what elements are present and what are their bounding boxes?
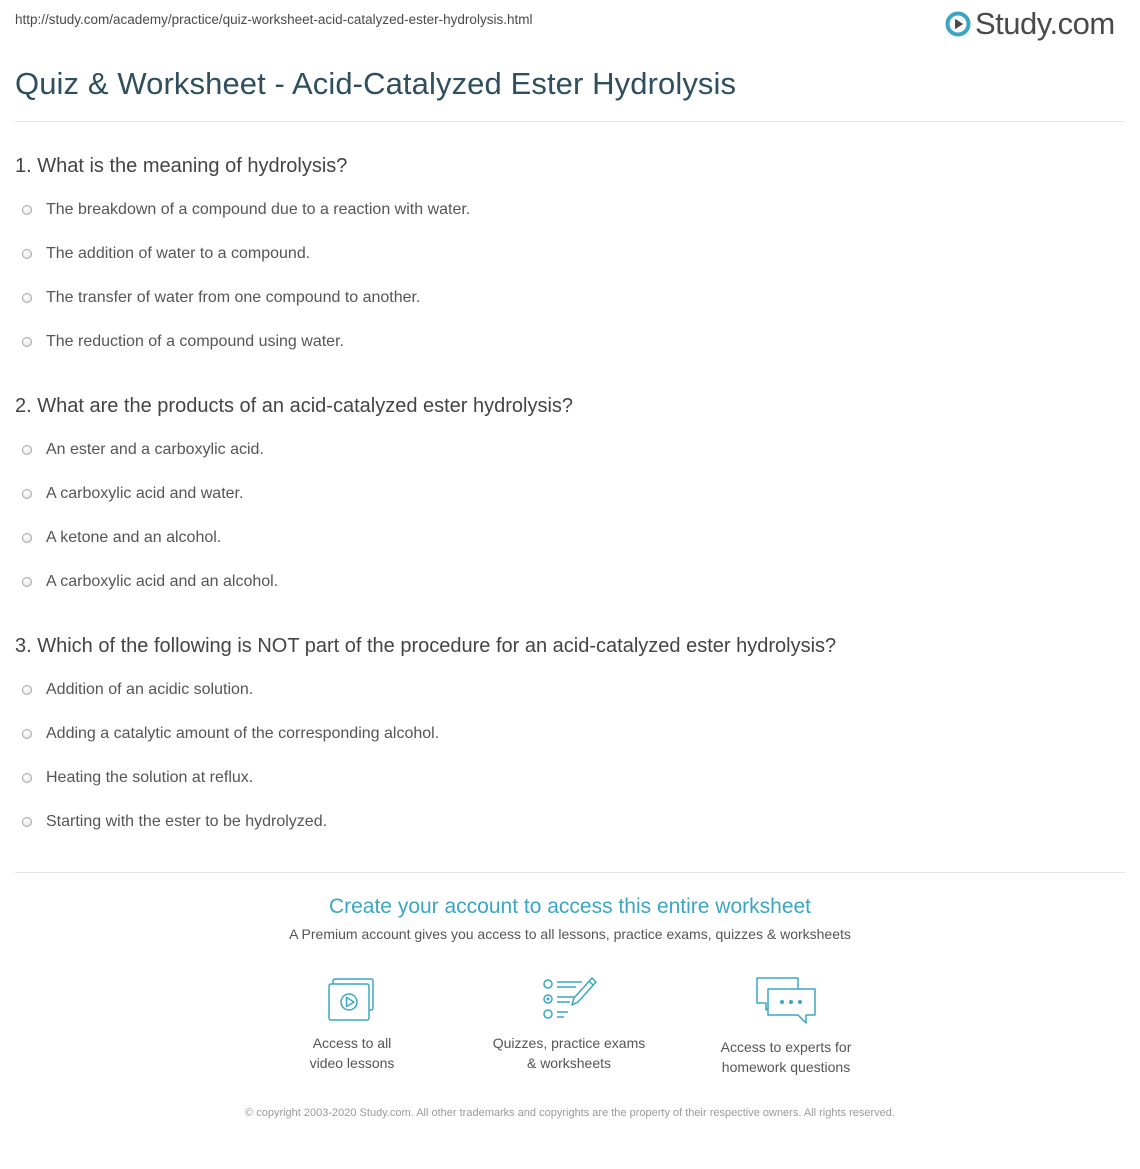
- page-title: Quiz & Worksheet - Acid-Catalyzed Ester Hydrolysis: [15, 66, 737, 101]
- radio-button[interactable]: [22, 293, 32, 303]
- option-label: Addition of an acidic solution.: [46, 681, 254, 698]
- option-label: The transfer of water from one compound to another.: [46, 289, 421, 306]
- feature-label-line: Access to experts for: [720, 1039, 852, 1055]
- question-1-option-2[interactable]: [22, 243, 310, 265]
- radio-button[interactable]: [22, 817, 32, 827]
- feature-label: [686, 1037, 886, 1077]
- feature-label-line: homework questions: [721, 1059, 851, 1075]
- feature-label: [469, 1033, 669, 1073]
- feature-label-line: Quizzes, practice exams: [492, 1035, 646, 1051]
- option-label: The breakdown of a compound due to a reaction with water.: [46, 201, 471, 218]
- question-1-option-3[interactable]: [22, 287, 420, 309]
- radio-button[interactable]: [22, 685, 32, 695]
- play-circle-icon: [945, 11, 971, 37]
- radio-button[interactable]: [22, 445, 32, 455]
- logo-text: Study.com: [975, 6, 1115, 41]
- option-label: A ketone and an alcohol.: [46, 529, 222, 546]
- quiz-checklist-icon: [540, 975, 598, 1023]
- question-3-option-3[interactable]: [22, 767, 253, 789]
- option-label: The addition of water to a compound.: [46, 245, 311, 262]
- radio-button[interactable]: [22, 489, 32, 499]
- question-1: 1. What is the meaning of hydrolysis?: [15, 155, 348, 177]
- question-2-option-3[interactable]: [22, 527, 221, 549]
- feature-video-lessons: [252, 975, 452, 1073]
- copyright-notice: © copyright 2003-2020 Study.com. All other trademarks and copyrights are the property of their respective owners. All rights reserved.: [245, 1107, 895, 1119]
- radio-button[interactable]: [22, 205, 32, 215]
- premium-description: A Premium account gives you access to all lessons, practice exams, quizzes & worksheets: [289, 926, 851, 942]
- option-label: The reduction of a compound using water.: [46, 333, 344, 350]
- feature-label-line: Access to all: [312, 1035, 392, 1051]
- option-label: Adding a catalytic amount of the corresponding alcohol.: [46, 725, 440, 742]
- question-2: 2. What are the products of an acid-catalyzed ester hydrolysis?: [15, 395, 574, 417]
- question-3-option-2[interactable]: [22, 723, 439, 745]
- study-logo[interactable]: [945, 6, 1115, 42]
- feature-experts: [686, 975, 886, 1077]
- option-label: Heating the solution at reflux.: [46, 769, 254, 786]
- radio-button[interactable]: [22, 577, 32, 587]
- header-divider: [15, 121, 1125, 122]
- question-3-option-1[interactable]: [22, 679, 253, 701]
- radio-button[interactable]: [22, 533, 32, 543]
- feature-quizzes: [469, 975, 669, 1073]
- radio-button[interactable]: [22, 337, 32, 347]
- option-label: Starting with the ester to be hydrolyzed.: [46, 813, 328, 830]
- create-account-link[interactable]: Create your account to access this entire worksheet: [328, 895, 812, 918]
- question-1-option-1[interactable]: [22, 199, 470, 221]
- question-1-option-4[interactable]: [22, 331, 344, 353]
- question-3-option-4[interactable]: [22, 811, 327, 833]
- question-3: 3. Which of the following is NOT part of the procedure for an acid-catalyzed ester hydrolysis?: [15, 635, 837, 657]
- option-label: A carboxylic acid and water.: [46, 485, 244, 502]
- video-lessons-icon: [326, 975, 378, 1023]
- page-url: http://study.com/academy/practice/quiz-worksheet-acid-catalyzed-ester-hydrolysis.html: [15, 12, 533, 27]
- question-2-option-2[interactable]: [22, 483, 243, 505]
- option-label: A carboxylic acid and an alcohol.: [46, 573, 279, 590]
- option-label: An ester and a carboxylic acid.: [46, 441, 264, 458]
- feature-label-line: & worksheets: [526, 1055, 612, 1071]
- radio-button[interactable]: [22, 249, 32, 259]
- feature-label: [252, 1033, 452, 1073]
- feature-label-line: video lessons: [309, 1055, 395, 1071]
- question-2-option-1[interactable]: [22, 439, 264, 461]
- question-2-option-4[interactable]: [22, 571, 278, 593]
- radio-button[interactable]: [22, 773, 32, 783]
- chat-bubbles-icon: [754, 975, 818, 1027]
- radio-button[interactable]: [22, 729, 32, 739]
- content-divider: [15, 872, 1125, 873]
